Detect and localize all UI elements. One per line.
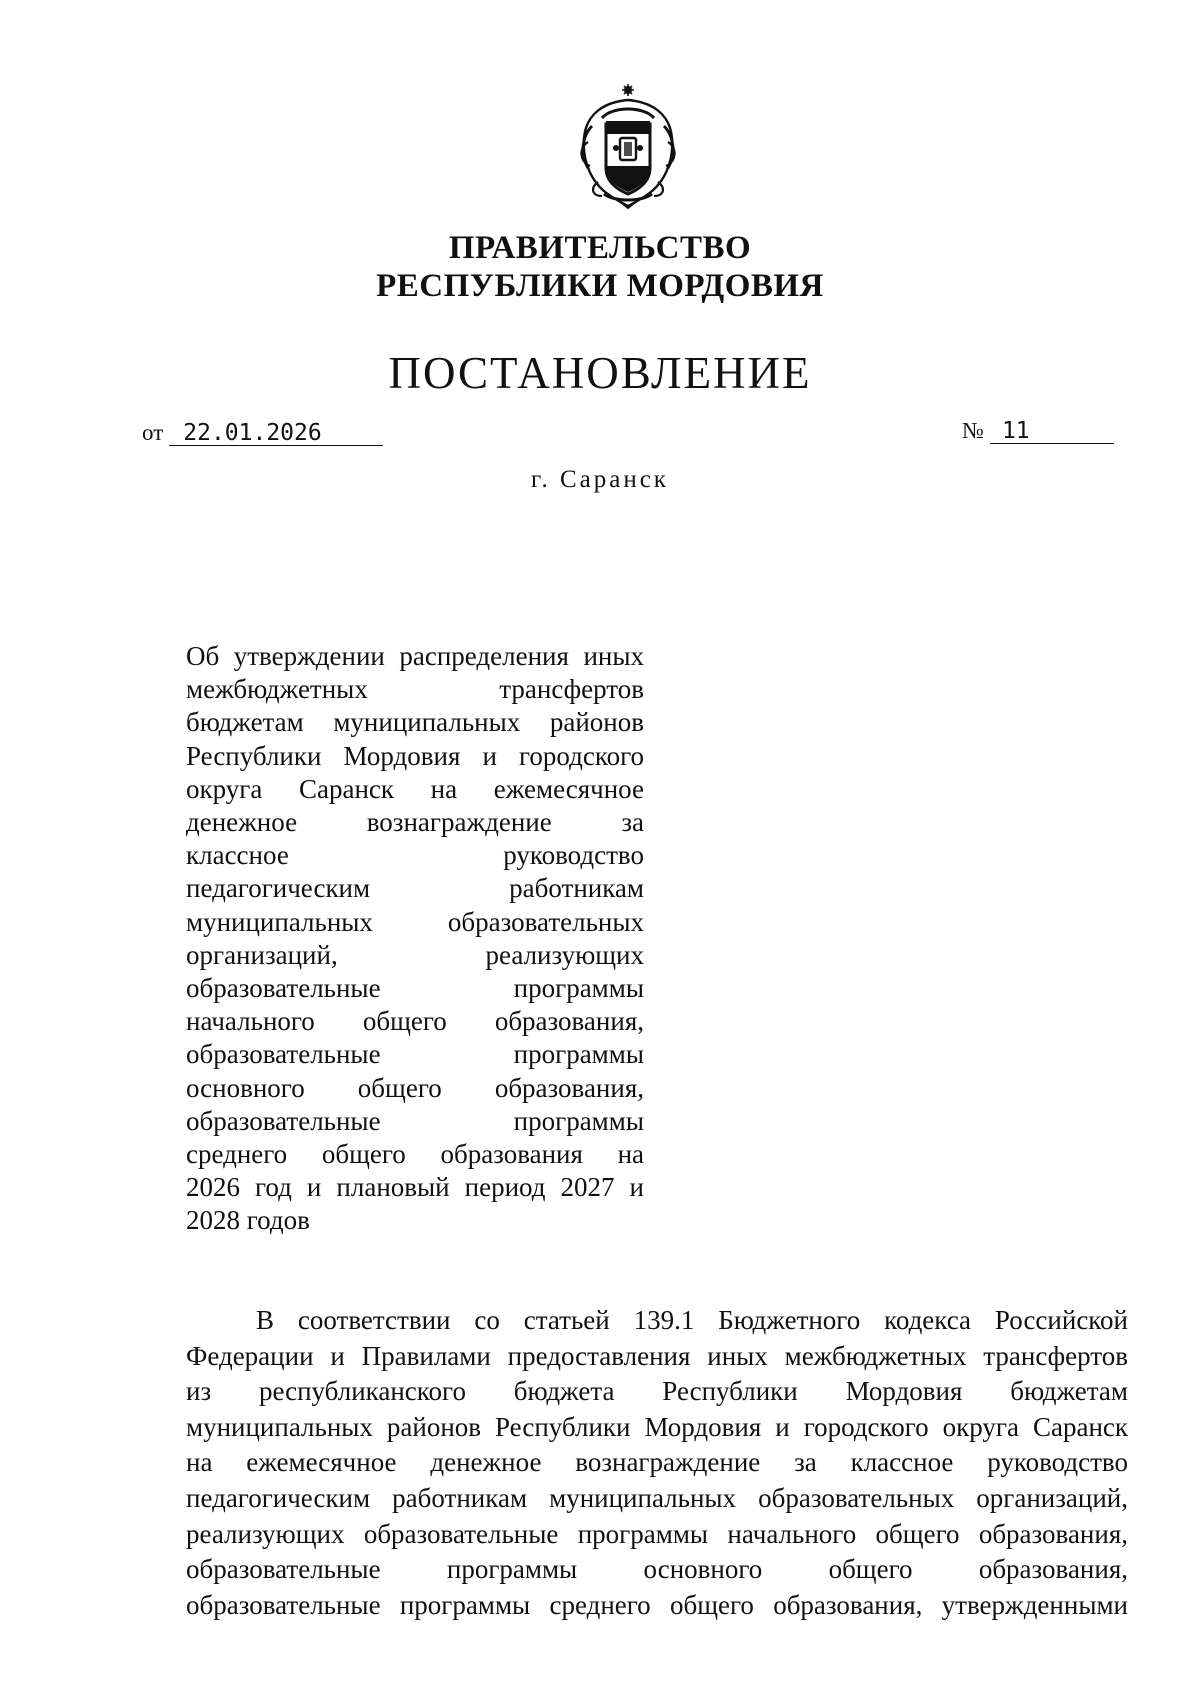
subject-line: организаций, реализующих: [186, 939, 644, 970]
body-line: из республиканского бюджета Республики Мордовия бюджетам: [186, 1376, 1128, 1407]
document-date: [142, 420, 383, 446]
subject-line: муниципальных образовательных: [186, 906, 644, 937]
subject-line: Об утверждении распределения иных: [186, 641, 644, 671]
subject-line: среднего общего образования на: [186, 1139, 644, 1170]
body-line: Федерации и Правилами предоставления иных межбюджетных трансфертов: [186, 1340, 1128, 1371]
date-value: 22.01.2026: [169, 421, 383, 446]
subject-line: бюджетам муниципальных районов: [186, 707, 644, 738]
subject-line: денежное вознаграждение за: [186, 807, 644, 838]
subject-line: 2026 год и плановый период 2027 и: [186, 1172, 644, 1203]
document-subject: [186, 640, 644, 1238]
document-body: [186, 1303, 1128, 1623]
body-line: В соответствии со статьей 139.1 Бюджетного кодекса Российской: [256, 1305, 1128, 1335]
body-line: педагогическим работникам муниципальных образовательных организаций,: [186, 1482, 1128, 1513]
date-prefix: от: [142, 420, 164, 445]
coat-of-arms-icon: [574, 82, 682, 210]
body-line: муниципальных районов Республики Мордовия и городского округа Саранск: [186, 1411, 1128, 1442]
number-prefix: №: [962, 418, 984, 443]
document-type: ПОСТАНОВЛЕНИЕ: [388, 348, 812, 398]
subject-line: образовательные программы: [186, 1105, 644, 1136]
subject-line: педагогическим работникам: [186, 873, 644, 904]
subject-line: Республики Мордовия и городского: [186, 740, 644, 771]
subject-line: образовательные программы: [186, 973, 644, 1004]
subject-line: начального общего образования,: [186, 1006, 644, 1037]
body-line: на ежемесячное денежное вознаграждение за классное руководство: [186, 1447, 1128, 1478]
government-title-line1: ПРАВИТЕЛЬСТВО: [448, 230, 752, 266]
city-name: г. Саранск: [531, 466, 669, 493]
body-line: реализующих образовательные программы начального общего образования,: [186, 1518, 1128, 1549]
government-title-line2: РЕСПУБЛИКИ МОРДОВИЯ: [376, 268, 824, 304]
subject-line: межбюджетных трансфертов: [186, 674, 644, 705]
subject-line: образовательные программы: [186, 1039, 644, 1070]
subject-line: основного общего образования,: [186, 1072, 644, 1103]
subject-line: классное руководство: [186, 840, 644, 871]
number-value: 11: [990, 419, 1114, 444]
body-line: образовательные программы основного общего образования,: [186, 1554, 1128, 1585]
document-number: [962, 418, 1114, 444]
body-line: образовательные программы среднего общего образования, утвержденными: [186, 1589, 1128, 1620]
subject-line: 2028 годов: [186, 1205, 310, 1236]
subject-line: округа Саранск на ежемесячное: [186, 773, 644, 804]
